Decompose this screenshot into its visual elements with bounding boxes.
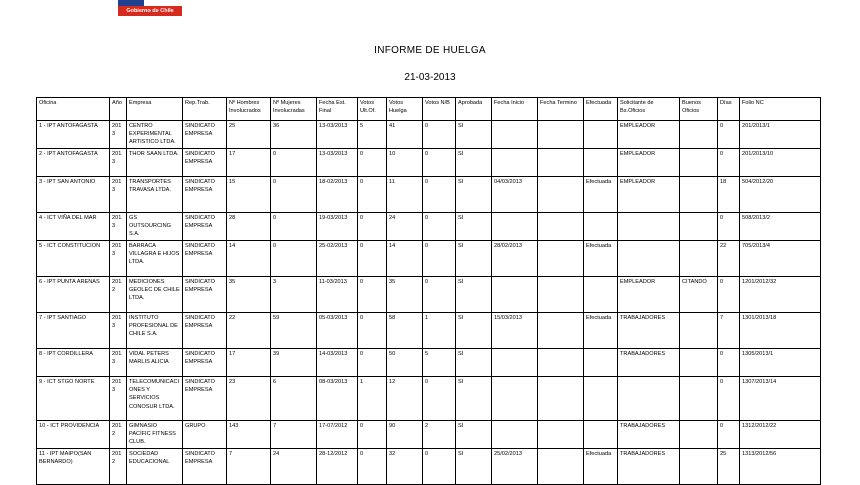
table-cell xyxy=(584,213,618,241)
table-cell: 1313/2012/56 xyxy=(740,449,821,485)
table-cell: 5 xyxy=(358,121,387,149)
table-cell: 14 xyxy=(387,241,423,277)
table-cell xyxy=(492,377,538,421)
table-cell xyxy=(584,277,618,313)
table-cell xyxy=(680,149,718,177)
table-cell: EMPLEADOR xyxy=(618,177,680,213)
table-cell: 0 xyxy=(423,149,456,177)
table-cell xyxy=(538,377,584,421)
table-cell: THOR SAAN LTDA. xyxy=(127,149,183,177)
table-cell: 2 - IPT ANTOFAGASTA xyxy=(37,149,110,177)
table-cell: 0 xyxy=(423,449,456,485)
table-cell: 35 xyxy=(227,277,271,313)
table-cell: BARRACA VILLAGRA E HIJOS LTDA. xyxy=(127,241,183,277)
table-cell xyxy=(538,213,584,241)
column-header: Efectuada xyxy=(584,98,618,121)
table-cell: 4 - ICT VIÑA DEL MAR xyxy=(37,213,110,241)
table-cell: SOCIEDAD EDUCACIONAL xyxy=(127,449,183,485)
table-cell: 1307/2013/14 xyxy=(740,377,821,421)
table-cell: 2013 xyxy=(110,177,127,213)
column-header: Aprobada xyxy=(456,98,492,121)
table-cell: VIDAL PETERS MARLIS ALICIA xyxy=(127,349,183,377)
table-cell: SINDICATO EMPRESA xyxy=(183,121,227,149)
table-cell: 3 - IPT SAN ANTONIO xyxy=(37,177,110,213)
table-cell: SINDICATO EMPRESA xyxy=(183,149,227,177)
table-cell: 0 xyxy=(358,313,387,349)
table-cell: 32 xyxy=(387,449,423,485)
table-cell: 18-02/2013 xyxy=(317,177,358,213)
column-header: Oficina xyxy=(37,98,110,121)
table-cell: 0 xyxy=(271,177,317,213)
table-cell: 0 xyxy=(358,349,387,377)
table-cell: GIMNASIO PACIFIC FITNESS CLUB. xyxy=(127,421,183,449)
table-cell xyxy=(538,177,584,213)
table-cell: SI xyxy=(456,149,492,177)
table-cell: 705/2013/4 xyxy=(740,241,821,277)
table-cell xyxy=(680,213,718,241)
table-cell xyxy=(492,121,538,149)
table-cell xyxy=(538,277,584,313)
table-cell xyxy=(538,149,584,177)
table-cell: 0 xyxy=(718,421,740,449)
table-cell: 7 - IPT SANTIAGO xyxy=(37,313,110,349)
table-cell: 24 xyxy=(271,449,317,485)
table-cell: 28-12/2012 xyxy=(317,449,358,485)
table-cell: Efectuada xyxy=(584,177,618,213)
table-cell xyxy=(538,449,584,485)
table-cell: 10 xyxy=(387,149,423,177)
table-cell: EMPLEADOR xyxy=(618,121,680,149)
table-cell: GS OUTSOURCING S.A. xyxy=(127,213,183,241)
table-cell: Efectuada xyxy=(584,449,618,485)
table-cell: CENTRO EXPERIMENTAL ARTISTICO LTDA. xyxy=(127,121,183,149)
table-cell: 3 xyxy=(271,277,317,313)
table-cell: 9 - ICT STGO NORTE xyxy=(37,377,110,421)
table-cell: 17-07/2012 xyxy=(317,421,358,449)
table-cell: 0 xyxy=(718,149,740,177)
table-cell xyxy=(584,149,618,177)
table-cell: 59 xyxy=(271,313,317,349)
column-header: Fecha Termino xyxy=(538,98,584,121)
table-cell: 0 xyxy=(271,241,317,277)
table-cell: 17 xyxy=(227,149,271,177)
table-cell: 5 xyxy=(423,349,456,377)
table-cell: 17 xyxy=(227,349,271,377)
table-cell: 2013 xyxy=(110,313,127,349)
table-cell: SI xyxy=(456,377,492,421)
table-cell: SI xyxy=(456,121,492,149)
table-cell: SI xyxy=(456,277,492,313)
table-cell: 28/02/2013 xyxy=(492,241,538,277)
table-cell: 1 - IPT ANTOFAGASTA xyxy=(37,121,110,149)
report-title: INFORME DE HUELGA xyxy=(374,45,486,56)
table-cell: 0 xyxy=(271,149,317,177)
table-cell: 0 xyxy=(423,241,456,277)
table-cell: 1305/2013/1 xyxy=(740,349,821,377)
table-cell: TRABAJADORES xyxy=(618,421,680,449)
table-cell: 11 xyxy=(387,177,423,213)
table-cell: 0 xyxy=(423,121,456,149)
table-cell: 13-03/2013 xyxy=(317,121,358,149)
table-cell: 0 xyxy=(718,121,740,149)
table-cell: 24 xyxy=(387,213,423,241)
table-cell xyxy=(538,313,584,349)
table-cell: EMPLEADOR xyxy=(618,149,680,177)
table-cell: 7 xyxy=(718,313,740,349)
table-cell: 0 xyxy=(358,277,387,313)
table-row xyxy=(37,121,821,149)
table-cell xyxy=(680,177,718,213)
table-cell: 22 xyxy=(227,313,271,349)
table-cell xyxy=(538,241,584,277)
table-cell: 05-03/2013 xyxy=(317,313,358,349)
table-cell: 25-02/2013 xyxy=(317,241,358,277)
table-cell: SINDICATO EMPRESA xyxy=(183,177,227,213)
table-cell: 0 xyxy=(718,213,740,241)
table-cell xyxy=(492,213,538,241)
table-cell: 0 xyxy=(718,377,740,421)
table-cell: 0 xyxy=(423,213,456,241)
table-cell: 0 xyxy=(423,277,456,313)
table-cell: 39 xyxy=(271,349,317,377)
table-row xyxy=(37,177,821,213)
table-cell: Efectuada xyxy=(584,313,618,349)
table-cell: TRABAJADORES xyxy=(618,313,680,349)
table-cell: TRABAJADORES xyxy=(618,449,680,485)
table-cell: CITANDO xyxy=(680,277,718,313)
table-cell: 2013 xyxy=(110,349,127,377)
table-cell: 2012 xyxy=(110,449,127,485)
table-cell: SI xyxy=(456,213,492,241)
table-cell: SINDICATO EMPRESA xyxy=(183,241,227,277)
table-row xyxy=(37,349,821,377)
column-header: Votos Huelga xyxy=(387,98,423,121)
table-cell: 2013 xyxy=(110,213,127,241)
table-cell: 2013 xyxy=(110,241,127,277)
table-cell: 08-03/2013 xyxy=(317,377,358,421)
table-cell: 22 xyxy=(718,241,740,277)
column-header: Días xyxy=(718,98,740,121)
table-cell: INSTITUTO PROFESIONAL DE CHILE S.A. xyxy=(127,313,183,349)
table-cell: 50 xyxy=(387,349,423,377)
table-cell: 0 xyxy=(718,277,740,313)
table-cell xyxy=(538,121,584,149)
table-cell xyxy=(584,377,618,421)
table-cell xyxy=(584,421,618,449)
table-cell: SINDICATO EMPRESA xyxy=(183,213,227,241)
table-row xyxy=(37,421,821,449)
table-cell: 0 xyxy=(358,241,387,277)
table-row xyxy=(37,449,821,485)
table-cell xyxy=(538,349,584,377)
table-cell: 13-03/2013 xyxy=(317,149,358,177)
table-cell: 11-03/2013 xyxy=(317,277,358,313)
table-cell: 0 xyxy=(358,421,387,449)
table-cell: 04/03/2013 xyxy=(492,177,538,213)
table-cell: TRABAJADORES xyxy=(618,349,680,377)
column-header: Nº Mujeres Involucradas xyxy=(271,98,317,121)
table-cell: SI xyxy=(456,313,492,349)
column-header: Nº Hombres Involucrados xyxy=(227,98,271,121)
table-cell: 35 xyxy=(387,277,423,313)
column-header: Votos Ult.Of. xyxy=(358,98,387,121)
table-cell: 2012 xyxy=(110,421,127,449)
table-cell: 0 xyxy=(423,377,456,421)
table-cell: 8 - IPT CORDILLERA xyxy=(37,349,110,377)
table-cell: SI xyxy=(456,241,492,277)
table-cell: 41 xyxy=(387,121,423,149)
table-cell: 15 xyxy=(227,177,271,213)
table-cell: 0 xyxy=(358,149,387,177)
table-cell: 1 xyxy=(358,377,387,421)
table-row xyxy=(37,313,821,349)
table-cell xyxy=(680,377,718,421)
table-cell xyxy=(618,213,680,241)
table-row xyxy=(37,149,821,177)
table-row xyxy=(37,277,821,313)
table-cell xyxy=(680,313,718,349)
table-cell: SI xyxy=(456,349,492,377)
table-cell: 14 xyxy=(227,241,271,277)
table-cell: EMPLEADOR xyxy=(618,277,680,313)
table-cell: 90 xyxy=(387,421,423,449)
table-cell xyxy=(680,241,718,277)
column-header: Votos N/B xyxy=(423,98,456,121)
table-cell: TRANSPORTES TRAVASA LTDA. xyxy=(127,177,183,213)
table-cell xyxy=(680,421,718,449)
table-cell xyxy=(584,121,618,149)
table-cell: 1301/2013/18 xyxy=(740,313,821,349)
table-cell: 7 xyxy=(271,421,317,449)
table-cell: 143 xyxy=(227,421,271,449)
table-cell: SINDICATO EMPRESA xyxy=(183,377,227,421)
table-row xyxy=(37,377,821,421)
table-cell xyxy=(492,421,538,449)
table-cell: 6 xyxy=(271,377,317,421)
table-cell: 25 xyxy=(718,449,740,485)
column-header: Solicitante de Bs.Oficios xyxy=(618,98,680,121)
table-cell xyxy=(680,121,718,149)
table-cell: 12 xyxy=(387,377,423,421)
table-cell: 15/03/2013 xyxy=(492,313,538,349)
table-cell xyxy=(492,277,538,313)
table-cell: 25 xyxy=(227,121,271,149)
government-logo xyxy=(118,0,182,16)
table-cell xyxy=(584,349,618,377)
column-header: Fecha Inicio xyxy=(492,98,538,121)
table-header-row xyxy=(37,98,821,121)
table-cell: 2013 xyxy=(110,121,127,149)
table-cell: 25/02/2013 xyxy=(492,449,538,485)
logo-text: Gobierno de Chile xyxy=(126,8,174,14)
table-cell: 5 - ICT CONSTITUCION xyxy=(37,241,110,277)
table-cell: 7 xyxy=(227,449,271,485)
table-cell: SI xyxy=(456,421,492,449)
table-cell: 0 xyxy=(358,177,387,213)
table-cell xyxy=(492,149,538,177)
table-cell: 504/2012/20 xyxy=(740,177,821,213)
table-cell xyxy=(618,377,680,421)
table-cell: 58 xyxy=(387,313,423,349)
table-cell: 2012 xyxy=(110,277,127,313)
table-cell: SINDICATO EMPRESA xyxy=(183,313,227,349)
table-cell: 10 - ICT PROVIDENCIA xyxy=(37,421,110,449)
table-cell: SINDICATO EMPRESA xyxy=(183,277,227,313)
table-cell: SINDICATO EMPRESA xyxy=(183,449,227,485)
table-cell: SI xyxy=(456,177,492,213)
table-cell: TELECOMUNICACIONES Y SERVICIOS CONOSUR LTDA. xyxy=(127,377,183,421)
table-cell: 19-03/2013 xyxy=(317,213,358,241)
table-cell: 508/2013/2 xyxy=(740,213,821,241)
table-cell: 0 xyxy=(358,449,387,485)
column-header: Fecha Est. Final xyxy=(317,98,358,121)
table-cell: 36 xyxy=(271,121,317,149)
table-cell xyxy=(492,349,538,377)
table-cell: 201/2013/10 xyxy=(740,149,821,177)
table-row xyxy=(37,241,821,277)
column-header: Rep.Trab. xyxy=(183,98,227,121)
table-cell: 0 xyxy=(423,177,456,213)
table-cell: 2013 xyxy=(110,149,127,177)
table-cell: 11 - IPT MAIPO(SAN BERNARDO) xyxy=(37,449,110,485)
table-cell: MEDICIONES GEOLEC DE CHILE LTDA. xyxy=(127,277,183,313)
column-header: Empresa xyxy=(127,98,183,121)
strike-report-table xyxy=(36,97,821,485)
table-cell: 0 xyxy=(358,213,387,241)
table-cell: Efectuada xyxy=(584,241,618,277)
table-cell: 1 xyxy=(423,313,456,349)
table-cell: SINDICATO EMPRESA xyxy=(183,349,227,377)
table-cell: 14-03/2013 xyxy=(317,349,358,377)
table-cell: 23 xyxy=(227,377,271,421)
table-cell: 0 xyxy=(271,213,317,241)
table-body xyxy=(37,121,821,485)
table-cell: 28 xyxy=(227,213,271,241)
table-cell: 6 - IPT PUNTA ARENAS xyxy=(37,277,110,313)
table-cell xyxy=(618,241,680,277)
table-cell: SI xyxy=(456,449,492,485)
column-header: Folio NC xyxy=(740,98,821,121)
table-cell: 2013 xyxy=(110,377,127,421)
table-cell: 1312/2012/22 xyxy=(740,421,821,449)
table-cell: 18 xyxy=(718,177,740,213)
column-header: Buenos Oficios xyxy=(680,98,718,121)
table-cell xyxy=(538,421,584,449)
table-row xyxy=(37,213,821,241)
table-cell xyxy=(680,349,718,377)
table-cell: GRUPO xyxy=(183,421,227,449)
report-date: 21-03-2013 xyxy=(404,72,456,83)
table-cell: 1201/2012/32 xyxy=(740,277,821,313)
column-header: Año xyxy=(110,98,127,121)
table-cell xyxy=(680,449,718,485)
table-cell: 201/2013/1 xyxy=(740,121,821,149)
table-cell: 0 xyxy=(718,349,740,377)
table-cell: 2 xyxy=(423,421,456,449)
